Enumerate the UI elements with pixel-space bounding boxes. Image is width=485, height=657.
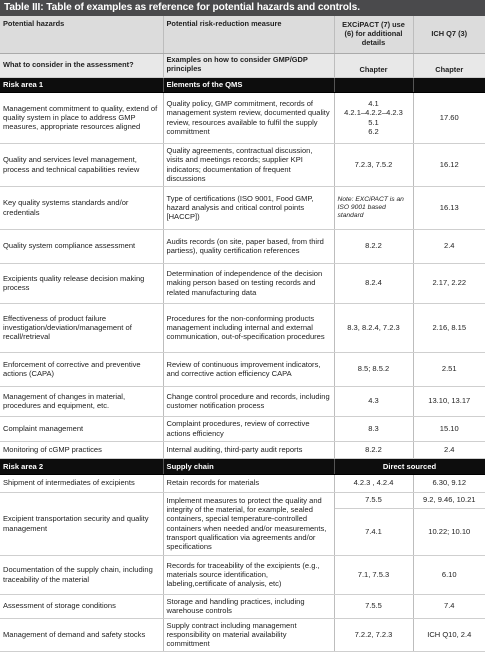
subheader-examples: Examples on how to consider GMP/GDP principles xyxy=(163,53,334,77)
excipact-cell: 7.2.2, 7.2.3 xyxy=(334,618,413,651)
excipact-cell: 7.4.1 xyxy=(334,508,413,555)
table-row xyxy=(0,416,485,441)
table-header-row xyxy=(0,16,485,53)
measure-cell: Procedures for the non-conforming products management including internal and external communication, out-of-specification procedures xyxy=(163,303,334,352)
ich-cell: 2.17, 2.22 xyxy=(413,263,485,303)
hazard-cell: Quality system compliance assessment xyxy=(0,229,163,263)
measure-cell: Type of certifications (ISO 9001, Food GMP, hazard analysis and critical control points [HACCP]) xyxy=(163,186,334,229)
hazard-cell: Management commitment to quality, extend of quality system in place to address GMP measures, appropriate resources aligned xyxy=(0,92,163,143)
hazard-cell: Management of demand and safety stocks xyxy=(0,618,163,651)
measure-cell: Storage and handling practices, including warehouse controls xyxy=(163,594,334,618)
table-row xyxy=(0,229,485,263)
ich-cell: 6.30, 9.12 xyxy=(413,474,485,492)
header-excipact: EXCiPACT (7) use (6) for additional details xyxy=(334,16,413,53)
excipact-cell: 7.5.5 xyxy=(334,594,413,618)
table-row xyxy=(0,186,485,229)
ich-cell: 17.60 xyxy=(413,92,485,143)
excipact-cell: 8.2.4 xyxy=(334,263,413,303)
risk-area-2-label: Risk area 2 xyxy=(0,458,163,474)
excipact-cell: 7.1, 7.5.3 xyxy=(334,555,413,594)
subheader-what-to-consider: What to consider in the assessment? xyxy=(0,53,163,77)
measure-cell: Records for traceability of the excipients (e.g., materials source identification, labeling,certificate of analysis, etc) xyxy=(163,555,334,594)
excipact-cell: 8.5; 8.5.2 xyxy=(334,352,413,386)
table-row xyxy=(0,263,485,303)
measure-cell: Retain records for materials xyxy=(163,474,334,492)
measure-cell: Determination of independence of the decision making person based on testing records and related manufacturing data xyxy=(163,263,334,303)
ich-cell: 2.16, 8.15 xyxy=(413,303,485,352)
ich-cell: 15.10 xyxy=(413,416,485,441)
ich-cell: 16.12 xyxy=(413,143,485,186)
excipact-cell: 8.3, 8.2.4, 7.2.3 xyxy=(334,303,413,352)
measure-cell: Supply contract including management responsibility on material availability committment xyxy=(163,618,334,651)
table-row xyxy=(0,618,485,651)
table-row xyxy=(0,303,485,352)
ich-cell: 16.13 xyxy=(413,186,485,229)
table-row xyxy=(0,555,485,594)
risk-area-2-title: Supply chain xyxy=(163,458,334,474)
excipact-cell: 7.2.3, 7.5.2 xyxy=(334,143,413,186)
header-ich-q7: ICH Q7 (3) xyxy=(413,16,485,53)
ich-cell: 6.10 xyxy=(413,555,485,594)
table-title: Table III: Table of examples as reference for potential hazards and controls. xyxy=(0,0,485,16)
hazard-cell: Excipient transportation security and quality management xyxy=(0,492,163,555)
risk-area-1-label: Risk area 1 xyxy=(0,77,163,92)
header-potential-hazards: Potential hazards xyxy=(0,16,163,53)
hazard-cell: Excipients quality release decision making process xyxy=(0,263,163,303)
ich-cell: 9.2, 9.46, 10.21 xyxy=(413,492,485,508)
ich-cell: 7.4 xyxy=(413,594,485,618)
ich-cell: 2.4 xyxy=(413,441,485,458)
measure-cell: Implement measures to protect the quality and integrity of the material, for example, sealed containers, special temperature-controlled containers when needed and/or measurements, transport qualification via agreements and/or specifications xyxy=(163,492,334,555)
excipact-cell: 8.3 xyxy=(334,416,413,441)
table-row xyxy=(0,492,485,508)
ich-cell: 2.4 xyxy=(413,229,485,263)
risk-area-1-row xyxy=(0,77,485,92)
measure-cell: Audits records (on site, paper based, from third partiess), quality certification references xyxy=(163,229,334,263)
hazard-cell: Monitoring of cGMP practices xyxy=(0,441,163,458)
risk-area-1-title: Elements of the QMS xyxy=(163,77,334,92)
measure-cell: Quality policy, GMP commitment, records of management system review, documented quality review, resources available to fulfil the supply committment xyxy=(163,92,334,143)
table-row xyxy=(0,352,485,386)
hazards-table xyxy=(0,16,485,652)
table-row xyxy=(0,594,485,618)
subheader-excipact-chapter: Chapter xyxy=(334,53,413,77)
excipact-note-cell: Note: EXCiPACT is an ISO 9001 based standard xyxy=(334,186,413,229)
hazard-cell: Key quality systems standards and/or credentials xyxy=(0,186,163,229)
ich-cell: 2.51 xyxy=(413,352,485,386)
measure-cell: Change control procedure and records, including customer notification process xyxy=(163,386,334,416)
ich-cell: 10.22; 10.10 xyxy=(413,508,485,555)
measure-cell: Complaint procedures, review of corrective actions efficiency xyxy=(163,416,334,441)
hazard-cell: Assessment of storage conditions xyxy=(0,594,163,618)
hazard-cell: Enforcement of corrective and preventive actions (CAPA) xyxy=(0,352,163,386)
table-row xyxy=(0,386,485,416)
excipact-cell: 8.2.2 xyxy=(334,229,413,263)
excipact-cell: 4.2.3 , 4.2.4 xyxy=(334,474,413,492)
hazard-cell: Quality and services level management, process and technical capabilities review xyxy=(0,143,163,186)
subheader-ich-chapter: Chapter xyxy=(413,53,485,77)
excipact-cell: 4.3 xyxy=(334,386,413,416)
ich-cell: ICH Q10, 2.4 xyxy=(413,618,485,651)
measure-cell: Quality agreements, contractual discussion, visits and meetings records; supplier KPI indicators; documentation of frequent discussions xyxy=(163,143,334,186)
table-row xyxy=(0,92,485,143)
excipact-cell: 7.5.5 xyxy=(334,492,413,508)
header-risk-reduction-measure: Potential risk-reduction measure xyxy=(163,16,334,53)
hazard-cell: Shipment of intermediates of excipients xyxy=(0,474,163,492)
ich-cell: 13.10, 13.17 xyxy=(413,386,485,416)
risk-area-2-row xyxy=(0,458,485,474)
hazard-cell: Complaint management xyxy=(0,416,163,441)
hazard-cell: Effectiveness of product failure investigation/deviation/management of recall/retrieval xyxy=(0,303,163,352)
excipact-cell: 8.2.2 xyxy=(334,441,413,458)
hazard-cell: Documentation of the supply chain, including traceability of the material xyxy=(0,555,163,594)
measure-cell: Internal auditing, third-party audit reports xyxy=(163,441,334,458)
table-row xyxy=(0,441,485,458)
hazard-cell: Management of changes in material, procedures and equipment, etc. xyxy=(0,386,163,416)
measure-cell: Review of continuous improvement indicators, and corrective action efficiency CAPA xyxy=(163,352,334,386)
direct-sourced-label: Direct sourced xyxy=(334,458,485,474)
excipact-cell: 4.1 4.2.1–4.2.2–4.2.3 5.1 6.2 xyxy=(334,92,413,143)
table-row xyxy=(0,474,485,492)
table-row xyxy=(0,143,485,186)
table-subheader-row xyxy=(0,53,485,77)
